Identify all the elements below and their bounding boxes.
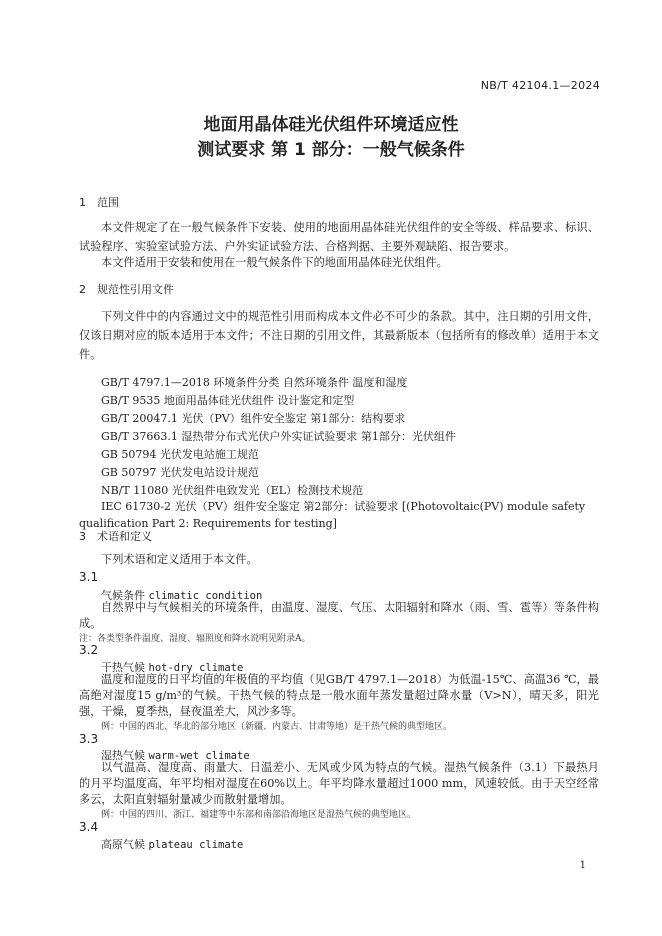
- clause-number: 3.3: [79, 732, 99, 746]
- term-zh: 湿热气候: [101, 749, 145, 762]
- term-definition: 以气温高、湿度高、雨量大、日温差小、无风或少风为特点的气候。湿热气候条件（3.1）下最热月的月平均温度高，年平均相对湿度在60%以上。年平均降水量超过1000 mm，风速较低。由于天空经常多云，太阳直射辐射量减少而散射量增加。: [79, 761, 599, 806]
- reference-item: NB/T 11080 光伏组件电致发光（EL）检测技术规范: [101, 484, 364, 497]
- normative-references-intro: 下列文件中的内容通过文中的规范性引用而构成本文件必不可少的条款。其中，注日期的引用文件，仅该日期对应的版本适用于本文件；不注日期的引用文件，其最新版本（包括所有的修改单）适用于本文件。: [79, 310, 599, 361]
- term-en: climatic condition: [148, 590, 263, 602]
- reference-item: GB 50797 光伏发电站设计规范: [101, 466, 259, 479]
- term-en: warm-wet climate: [148, 750, 250, 762]
- term-definition: 温度和湿度的日平均值的年极值的平均值（见GB/T 4797.1—2018）为低温-15℃、高温36 ℃，最高绝对湿度15 g/m³的气候。干热气候的特点是一般水面年蒸发量超过降水量（V>N），晴天多，阳光强，干燥，夏季热，昼夜温差大，风沙多等。: [79, 673, 599, 718]
- term-example: 例：中国的四川、浙江、福建等中东部和南部沿海地区是湿热气候的典型地区。: [101, 810, 417, 820]
- term-en: plateau climate: [148, 839, 244, 851]
- section-1-heading: [79, 194, 119, 210]
- clause-number: 3.2: [79, 643, 99, 657]
- section-3-heading: [79, 528, 152, 544]
- clause-number: 3.4: [79, 820, 99, 834]
- reference-item: GB/T 4797.1—2018 环境条件分类 自然环境条件 温度和湿度: [101, 376, 408, 389]
- page-number: 1: [579, 860, 586, 871]
- document-title-line1: 地面用晶体硅光伏组件环境适应性: [203, 115, 459, 135]
- reference-item: GB/T 9535 地面用晶体硅光伏组件 设计鉴定和定型: [101, 394, 355, 407]
- scope-paragraph-2: 本文件适用于安装和使用在一般气候条件下的地面用晶体硅光伏组件。: [101, 256, 448, 269]
- term-definition: 自然界中与气候相关的环境条件，由温度、湿度、气压、太阳辐射和降水（雨、雪、雹等）等条件构成。: [79, 601, 599, 630]
- term-note: 注：各类型条件温度、湿度、辐照度和降水说明见附录A。: [79, 634, 311, 644]
- section-title: 范围: [97, 196, 119, 209]
- reference-item: GB 50794 光伏发电站施工规范: [101, 448, 259, 461]
- reference-item: IEC 61730-2 光伏（PV）组件安全鉴定 第2部分：试验要求 [(Photovoltaic(PV) module safety qualification Part 2: Requirements for testing]: [79, 500, 586, 530]
- section-number: 3: [79, 530, 86, 543]
- section-title: 规范性引用文件: [97, 283, 174, 296]
- reference-item: GB/T 20047.1 光伏（PV）组件安全鉴定 第1部分：结构要求: [101, 412, 406, 425]
- term-heading: [101, 836, 243, 852]
- term-example: 例：中国的西北、华北的部分地区（新疆、内蒙古、甘肃等地）是干热气候的典型地区。: [101, 722, 453, 732]
- term-zh: 高原气候: [101, 838, 145, 851]
- standard-code: NB/T 42104.1—2024: [480, 79, 600, 92]
- section-title: 术语和定义: [97, 530, 152, 543]
- scope-paragraph-1: 本文件规定了在一般气候条件下安装、使用的地面用晶体硅光伏组件的安全等级、样品要求、标识、试验程序、实验室试验方法、户外实证试验方法、合格判据、主要外观缺陷、报告要求。: [79, 221, 599, 253]
- section-2-heading: [79, 281, 174, 297]
- reference-item: GB/T 37663.1 湿热带分布式光伏户外实证试验要求 第1部分：光伏组件: [101, 430, 456, 443]
- term-en: hot-dry climate: [148, 662, 244, 674]
- term-zh: 气候条件: [101, 589, 145, 602]
- terms-intro: 下列术语和定义适用于本文件。: [101, 553, 258, 566]
- clause-number: 3.1: [79, 570, 99, 584]
- section-number: 1: [79, 196, 86, 209]
- document-title-line2: 测试要求 第 1 部分：一般气候条件: [197, 140, 465, 160]
- term-zh: 干热气候: [101, 661, 145, 674]
- section-number: 2: [79, 283, 86, 296]
